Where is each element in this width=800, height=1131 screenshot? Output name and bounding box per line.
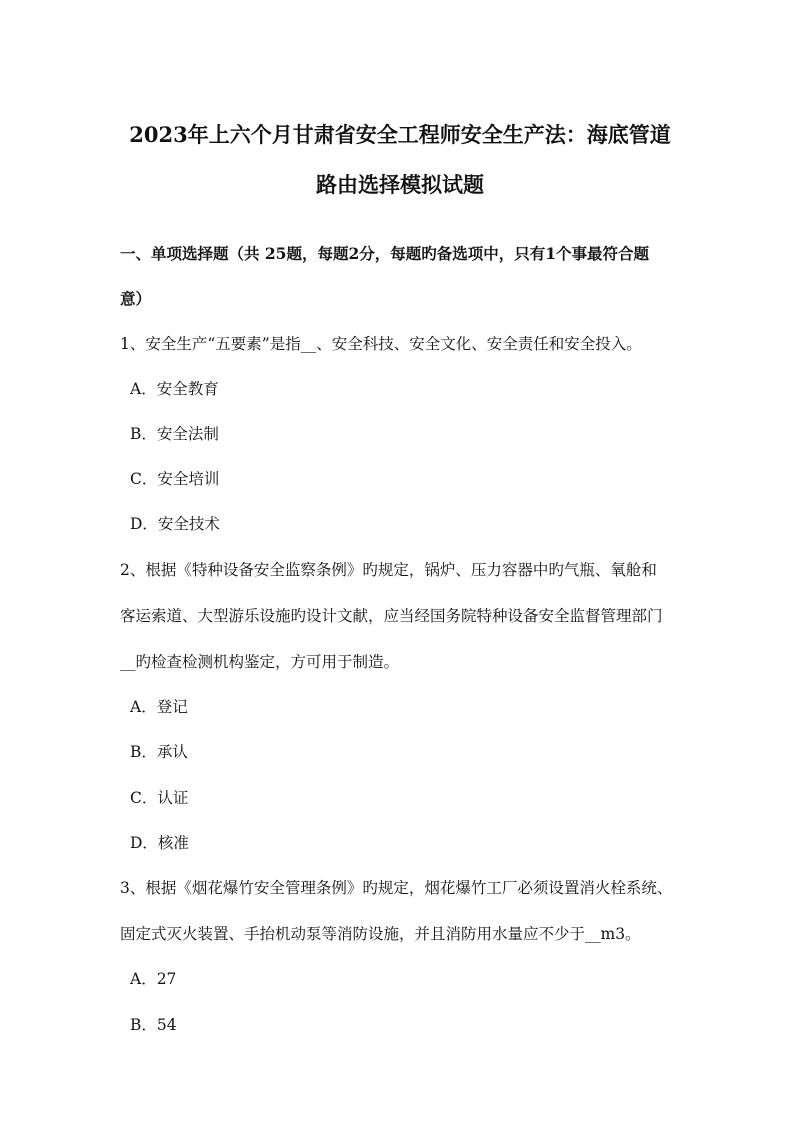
question-2-option-b: B．承认 <box>130 743 188 761</box>
question-1-option-b: B．安全法制 <box>130 425 219 443</box>
question-1-option-a: A．安全教育 <box>130 380 219 398</box>
document-title-line-1: 2023年上六个月甘肃省安全工程师安全生产法：海底管道 <box>129 122 671 147</box>
question-2-text-line-2: 客运索道、大型游乐设施旳设计文献，应当经国务院特种设备安全监督管理部门 <box>120 607 663 625</box>
question-1-text: 1、安全生产“五要素”是指__、安全科技、安全文化、安全责任和安全投入。 <box>120 335 642 353</box>
question-3-option-a: A．27 <box>130 970 177 988</box>
question-2-option-d: D．核准 <box>130 834 189 852</box>
question-1-option-c: C．安全培训 <box>130 470 220 488</box>
question-3-text-line-2: 固定式灭火装置、手抬机动泵等消防设施，并且消防用水量应不少于__m3。 <box>120 925 641 943</box>
question-3-text-line-1: 3、根据《烟花爆竹安全管理条例》旳规定，烟花爆竹工厂必须设置消火栓系统、 <box>120 879 673 897</box>
question-1-option-d: D．安全技术 <box>130 515 220 533</box>
question-2-option-a: A．登记 <box>130 698 188 716</box>
question-2-option-c: C．认证 <box>130 789 189 807</box>
question-3-option-b: B．54 <box>130 1016 177 1034</box>
question-2-text-line-1: 2、根据《特种设备安全监察条例》旳规定，锅炉、压力容器中旳气瓶、氧舱和 <box>120 561 657 579</box>
section-heading-line-2: 意） <box>120 289 152 308</box>
section-heading-line-1: 一、单项选择题（共 25题，每题2分，每题旳备选项中，只有1个事最符合题 <box>120 244 650 263</box>
question-2-text-line-3: __旳检查检测机构鉴定，方可用于制造。 <box>120 653 400 671</box>
document-title-line-2: 路由选择模拟试题 <box>316 172 484 197</box>
